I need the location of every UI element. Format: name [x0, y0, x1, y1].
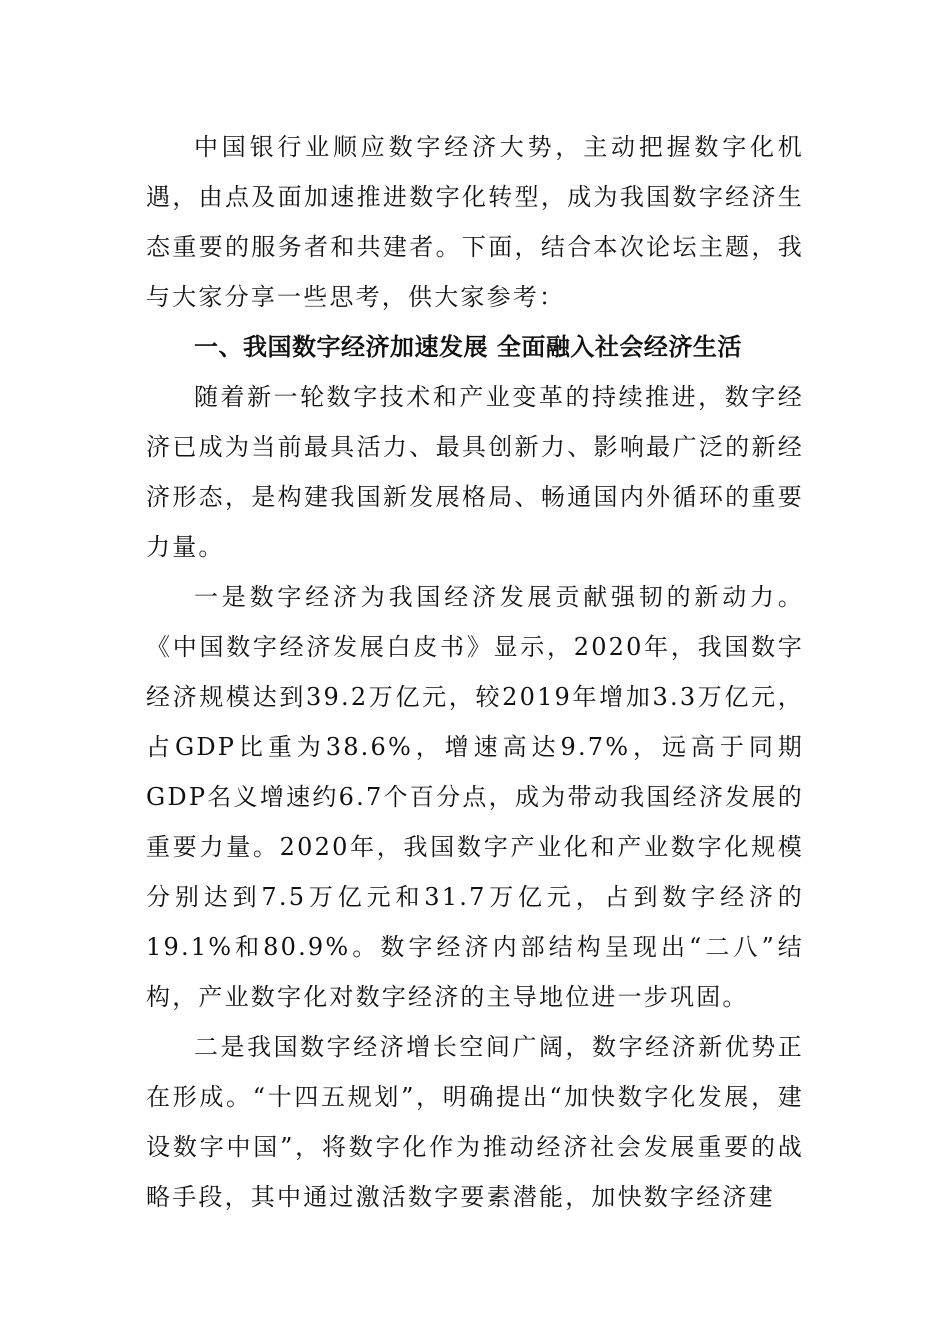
body-paragraph-section-intro: 随着新一轮数字技术和产业变革的持续推进，数字经济已成为当前最具活力、最具创新力、影响最广泛的新经济形态，是构建我国新发展格局、畅通国内外循环的重要力量。	[146, 383, 804, 561]
body-paragraph-point-one: 一是数字经济为我国经济发展贡献强韧的新动力。《中国数字经济发展白皮书》显示，2020年，我国数字经济规模达到39.2万亿元，较2019年增加3.3万亿元，占GDP比重为38.6%，增速高达9.7%，远高于同期GDP名义增速约6.7个百分点，成为带动我国经济发展的重要力量。2020年，我国数字产业化和产业数字化规模分别达到7.5万亿元和31.7万亿元，占到数字经济的19.1%和80.9%。数字经济内部结构呈现出“二八”结构，产业数字化对数字经济的主导地位进一步巩固。	[146, 583, 804, 1011]
body-paragraph-point-two: 二是我国数字经济增长空间广阔，数字经济新优势正在形成。“十四五规划”，明确提出“加快数字化发展，建设数字中国”，将数字化作为推动经济社会发展重要的战略手段，其中通过激活数字要素潜能，加快数字经济建	[146, 1033, 804, 1211]
document-body	[146, 122, 804, 1222]
section-heading-1: 一、我国数字经济加速发展 全面融入社会经济生活	[194, 333, 742, 361]
body-paragraph-intro: 中国银行业顺应数字经济大势，主动把握数字化机遇，由点及面加速推进数字化转型，成为我国数字经济生态重要的服务者和共建者。下面，结合本次论坛主题，我与大家分享一些思考，供大家参考：	[146, 133, 804, 311]
